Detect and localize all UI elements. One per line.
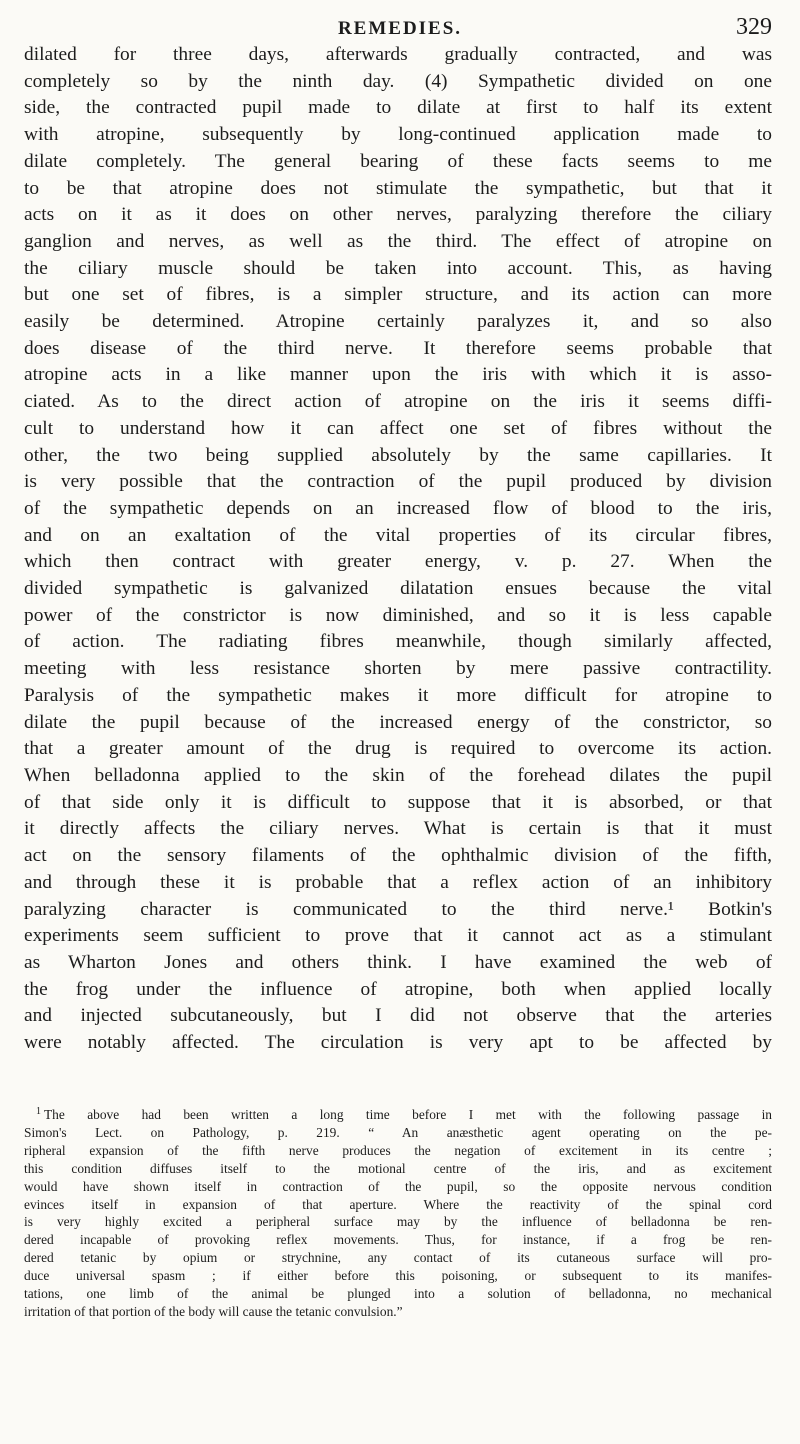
footnote-line-text: tations, one limb of the animal be plunged into a solution of belladonna, no mechanical: [24, 1286, 772, 1302]
footnote-line-text: dered tetanic by opium or strychnine, any contact of its cutaneous surface will pro-: [24, 1250, 772, 1266]
body-line: cult to understand how it can affect one set of fibres without the: [24, 417, 772, 439]
footnote-line-text: ripheral expansion of the fifth nerve produces the negation of excitement in its centre ;: [24, 1142, 772, 1158]
body-line: side, the contracted pupil made to dilate at first to half its extent: [24, 97, 772, 119]
footnote-line-text: is very highly excited a peripheral surface may by the influence of belladonna be ren-: [24, 1214, 772, 1230]
footnote-line: [24, 1124, 772, 1142]
body-line: completely so by the ninth day. (4) Sympathetic divided on one: [24, 70, 772, 92]
body-line: and on an exaltation of the vital properties of its circular fibres,: [24, 524, 772, 546]
footnote-line: [24, 1196, 772, 1214]
body-line: of action. The radiating fibres meanwhile, though similarly affected,: [24, 631, 772, 653]
footnote-line-text: would have shown itself in contraction of the pupil, so the opposite nervous condition: [24, 1178, 772, 1194]
body-line: as Wharton Jones and others think. I have examined the web of: [24, 951, 772, 973]
body-line: Paralysis of the sympathetic makes it more difficult for atropine to: [24, 684, 772, 706]
body-line: it directly affects the ciliary nerves. What is certain is that it must: [24, 818, 772, 840]
body-line: act on the sensory filaments of the ophthalmic division of the fifth,: [24, 845, 772, 867]
footnote: [24, 1106, 772, 1321]
footnote-line: [24, 1178, 772, 1196]
footnote-line: [24, 1231, 772, 1249]
body-line: is very possible that the contraction of the pupil produced by division: [24, 471, 772, 493]
body-line: the frog under the influence of atropine, both when applied locally: [24, 978, 772, 1000]
body-line: of the sympathetic depends on an increased flow of blood to the iris,: [24, 497, 772, 519]
running-head: [0, 12, 800, 40]
footnote-line-text: irritation of that portion of the body will cause the tetanic convulsion.”: [24, 1303, 403, 1319]
footnote-line: [24, 1285, 772, 1303]
body-line: power of the constrictor is now diminished, and so it is less capable: [24, 604, 772, 626]
footnote-line-text: dered incapable of provoking reflex movements. Thus, for instance, if a frog be ren-: [24, 1232, 772, 1248]
footnote-line: [24, 1303, 772, 1321]
body-line: divided sympathetic is galvanized dilatation ensues because the vital: [24, 578, 772, 600]
body-line: When belladonna applied to the skin of the forehead dilates the pupil: [24, 764, 772, 786]
footnote-line-text: The above had been written a long time before I met with the following passage in: [44, 1107, 772, 1122]
footnote-line: [24, 1249, 772, 1267]
body-line: ciated. As to the direct action of atropine on the iris it seems diffi-: [24, 391, 772, 413]
body-line: and injected subcutaneously, but I did not observe that the arteries: [24, 1005, 772, 1027]
body-line: dilate the pupil because of the increased energy of the constrictor, so: [24, 711, 772, 733]
body-line: but one set of fibres, is a simpler structure, and its action can more: [24, 284, 772, 306]
running-title: REMEDIES.: [337, 18, 463, 39]
body-line: other, the two being supplied absolutely by the same capillaries. It: [24, 444, 772, 466]
page-number: 329: [736, 14, 772, 40]
footnote-line-text: this condition diffuses itself to the motional centre of the iris, and as excitement: [24, 1160, 772, 1176]
footnote-line-text: evinces itself in expansion of that aperture. Where the reactivity of the spinal cord: [24, 1196, 772, 1212]
body-line: atropine acts in a like manner upon the iris with which it is asso-: [24, 364, 772, 386]
footnote-line: [24, 1142, 772, 1160]
footnote-line-text: duce universal spasm ; if either before this poisoning, or subsequent to its manifes-: [24, 1268, 772, 1284]
body-line: does disease of the third nerve. It therefore seems probable that: [24, 337, 772, 359]
body-line: were notably affected. The circulation is very apt to be affected by: [24, 1032, 772, 1054]
body-line: dilate completely. The general bearing of these facts seems to me: [24, 150, 772, 172]
body-text: [24, 42, 772, 1057]
body-line: meeting with less resistance shorten by mere passive contractility.: [24, 658, 772, 680]
body-line: and through these it is probable that a reflex action of an inhibitory: [24, 871, 772, 893]
footnote-line: [24, 1213, 772, 1231]
body-line: ganglion and nerves, as well as the third. The effect of atropine on: [24, 230, 772, 252]
body-line: dilated for three days, afterwards gradually contracted, and was: [24, 44, 772, 65]
body-line: easily be determined. Atropine certainly paralyzes it, and so also: [24, 311, 772, 333]
footnote-line: [24, 1267, 772, 1285]
body-line: the ciliary muscle should be taken into account. This, as having: [24, 257, 772, 279]
footnote-line-text: Simon's Lect. on Pathology, p. 219. “ An anæsthetic agent operating on the pe-: [24, 1124, 772, 1140]
body-line: experiments seem sufficient to prove that it cannot act as a stimulant: [24, 925, 772, 947]
body-line: of that side only it is difficult to suppose that it is absorbed, or that: [24, 791, 772, 813]
body-line: that a greater amount of the drug is required to overcome its action.: [24, 738, 772, 760]
footnote-line: [24, 1106, 772, 1124]
footnote-marker: 1: [36, 1105, 41, 1117]
body-line: which then contract with greater energy, v. p. 27. When the: [24, 551, 772, 573]
footnote-line: [24, 1160, 772, 1178]
body-line: acts on it as it does on other nerves, paralyzing therefore the ciliary: [24, 204, 772, 226]
body-line: with atropine, subsequently by long-continued application made to: [24, 124, 772, 146]
body-line: paralyzing character is communicated to the third nerve.¹ Botkin's: [24, 898, 772, 920]
body-line: to be that atropine does not stimulate the sympathetic, but that it: [24, 177, 772, 199]
